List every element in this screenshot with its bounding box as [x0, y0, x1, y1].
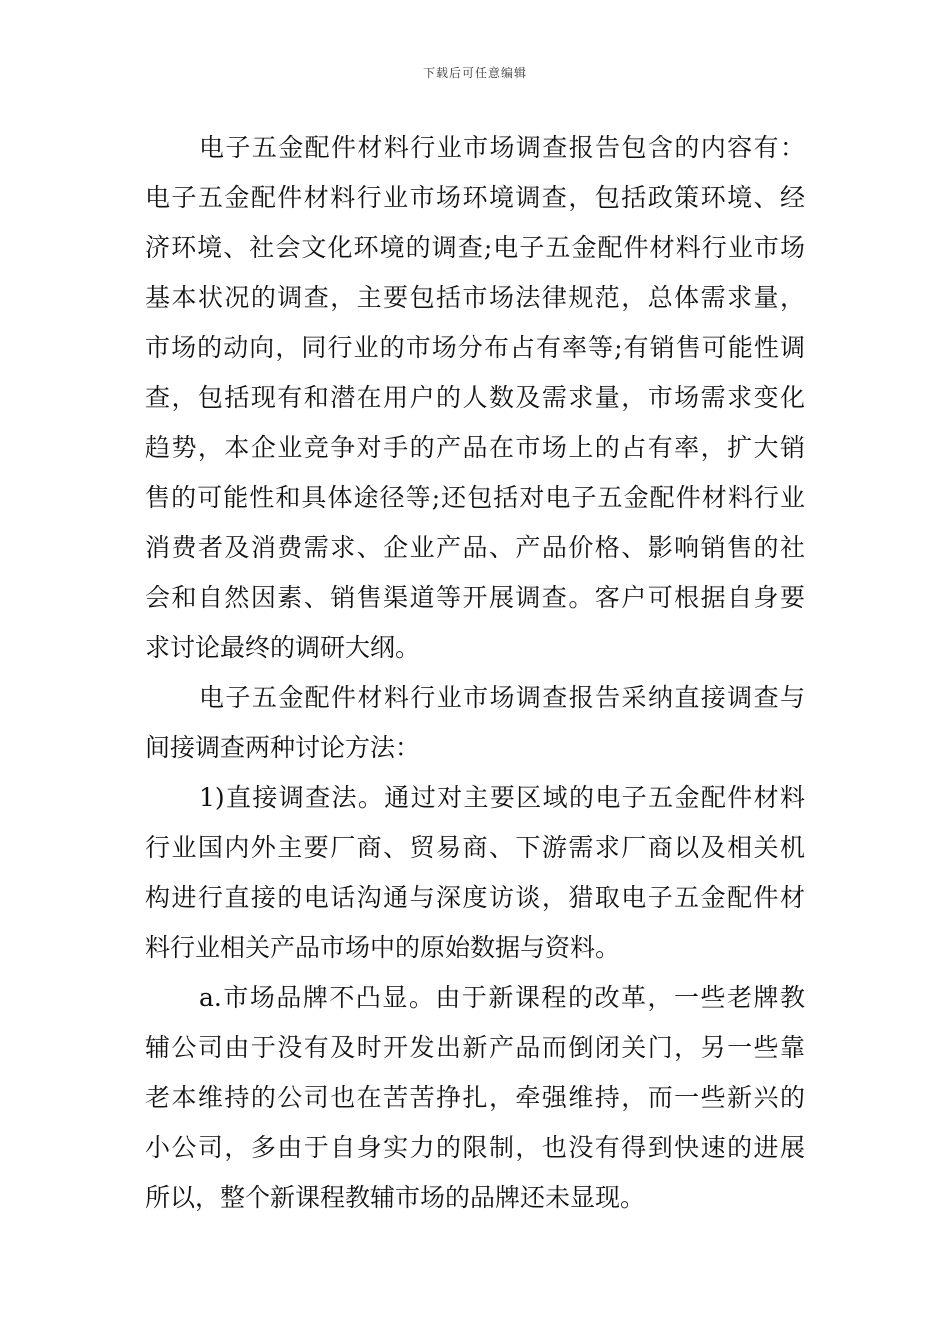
paragraph-line: a.市场品牌不凸显。由于新课程的改革，一些老牌教 [199, 983, 805, 1012]
paragraph-line: 基本状况的调查，主要包括市场法律规范，总体需求量， [145, 283, 805, 312]
paragraph-line: 老本维持的公司也在苦苦挣扎，牵强维持，而一些新兴的 [145, 1083, 805, 1112]
paragraph-line: 小公司，多由于自身实力的限制，也没有得到快速的进展 [145, 1133, 805, 1162]
paragraph-line: 间接调查两种讨论方法： [145, 733, 421, 762]
paragraph-line: 售的可能性和具体途径等;还包括对电子五金配件材料行业 [145, 483, 805, 512]
paragraph-line: 会和自然因素、销售渠道等开展调查。客户可根据自身要 [145, 583, 805, 612]
paragraph-line: 济环境、社会文化环境的调查;电子五金配件材料行业市场 [145, 233, 805, 262]
paragraph-line: 所以，整个新课程教辅市场的品牌还未显现。 [145, 1183, 646, 1212]
paragraph-line: 市场的动向，同行业的市场分布占有率等;有销售可能性调 [145, 333, 805, 362]
paragraph-line: 查，包括现有和潜在用户的人数及需求量，市场需求变化 [145, 383, 805, 412]
paragraph-line: 电子五金配件材料行业市场调查报告包含的内容有： [199, 133, 805, 162]
paragraph-line: 趋势，本企业竞争对手的产品在市场上的占有率，扩大销 [145, 433, 805, 462]
page-header: 下载后可任意编辑 [422, 66, 527, 80]
paragraph-line: 电子五金配件材料行业市场环境调查，包括政策环境、经 [145, 183, 805, 212]
paragraph-line: 辅公司由于没有及时开发出新产品而倒闭关门，另一些靠 [145, 1033, 805, 1062]
paragraph-line: 行业国内外主要厂商、贸易商、下游需求厂商以及相关机 [145, 833, 805, 862]
paragraph-line: 1)直接调查法。通过对主要区域的电子五金配件材料 [199, 783, 805, 812]
paragraph-line: 电子五金配件材料行业市场调查报告采纳直接调查与 [199, 683, 805, 712]
paragraph-line: 求讨论最终的调研大纲。 [145, 633, 421, 662]
paragraph-line: 构进行直接的电话沟通与深度访谈，猎取电子五金配件材 [145, 883, 805, 912]
paragraph-line: 消费者及消费需求、企业产品、产品价格、影响销售的社 [145, 533, 805, 562]
paragraph-line: 料行业相关产品市场中的原始数据与资料。 [145, 933, 621, 962]
